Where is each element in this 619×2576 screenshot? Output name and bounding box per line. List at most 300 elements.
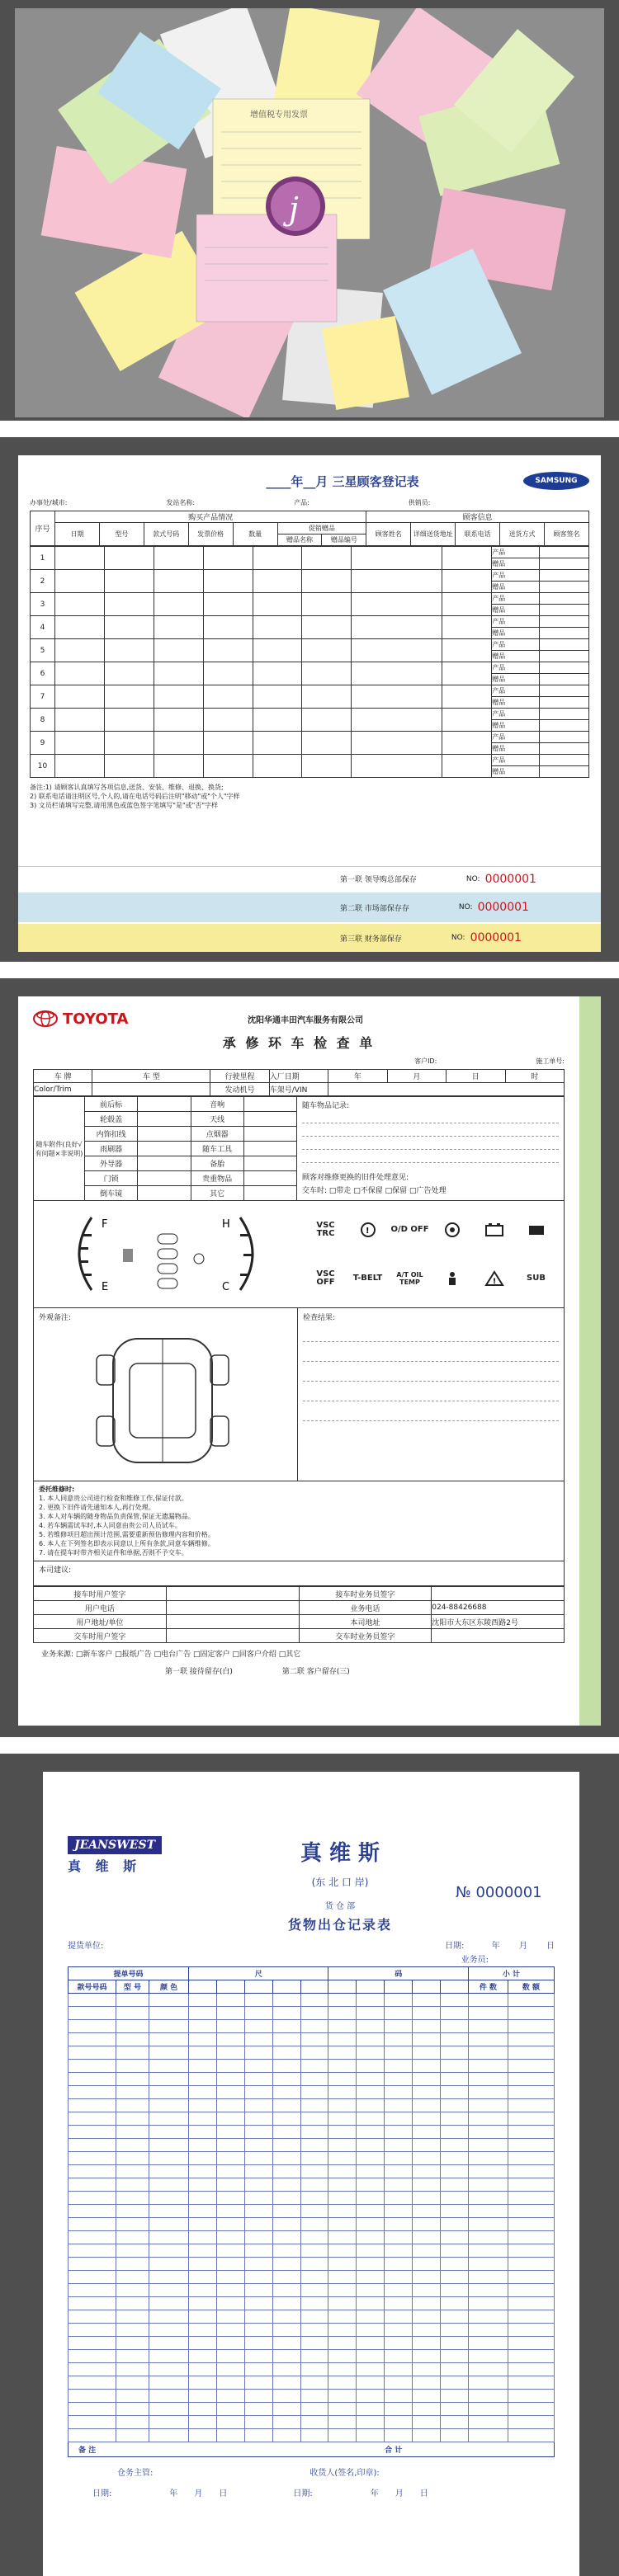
table-cell xyxy=(69,2403,116,2416)
table-cell xyxy=(508,2271,554,2284)
table-cell xyxy=(116,2376,149,2390)
table-cell xyxy=(55,755,105,778)
table-cell xyxy=(442,616,492,639)
jw-sig-day1: 日 xyxy=(219,2489,228,2498)
table-cell xyxy=(328,2376,357,2390)
table-cell xyxy=(508,2429,554,2442)
gauge-hot: H xyxy=(222,1218,230,1231)
table-cell xyxy=(216,2205,244,2218)
table-cell xyxy=(328,2231,357,2244)
col-customer-name: 顾客姓名 xyxy=(366,523,411,546)
table-cell xyxy=(203,755,253,778)
table-cell xyxy=(508,2310,554,2324)
table-cell xyxy=(55,732,105,755)
table-cell xyxy=(116,2403,149,2416)
samsung-register-table xyxy=(30,511,589,546)
fuel-temp-gauges xyxy=(34,1201,298,1307)
table-cell xyxy=(300,2297,328,2310)
table-cell xyxy=(216,2376,244,2390)
check-interior: 内饰扣线 xyxy=(85,1127,138,1142)
table-cell xyxy=(441,2020,469,2033)
table-cell xyxy=(442,547,492,570)
table-cell xyxy=(328,2152,357,2165)
table-cell xyxy=(468,2310,508,2324)
table-cell xyxy=(55,662,105,685)
table-cell xyxy=(540,709,589,720)
table-cell xyxy=(104,685,154,709)
jw-date-sign-row xyxy=(68,2486,555,2498)
table-cell xyxy=(385,2403,413,2416)
table-cell xyxy=(508,2046,554,2060)
table-cell xyxy=(253,709,302,732)
row-type-label: 赠品 xyxy=(492,582,540,593)
table-cell xyxy=(328,2046,357,2060)
table-cell xyxy=(468,2231,508,2244)
table-cell xyxy=(302,755,352,778)
gauge-full: F xyxy=(102,1218,108,1231)
vsc-trc-light: VSC TRC xyxy=(316,1221,335,1239)
table-cell xyxy=(272,2192,300,2205)
row-number: 2 xyxy=(31,570,55,593)
jw-sig-clerk: 仓务主管: xyxy=(117,2469,154,2478)
check-other: 其它 xyxy=(191,1186,243,1201)
table-cell xyxy=(441,2165,469,2178)
table-row xyxy=(31,662,589,674)
table-cell xyxy=(468,2350,508,2363)
row-type-label: 产品 xyxy=(492,755,540,766)
table-cell xyxy=(272,2231,300,2244)
table-cell xyxy=(253,547,302,570)
term-2: 2. 更换下旧件请先通知本人,再行处理。 xyxy=(39,1504,155,1511)
table-cell xyxy=(413,2337,441,2350)
table-cell xyxy=(149,2297,189,2310)
table-cell xyxy=(189,2033,217,2046)
table-cell xyxy=(441,2376,469,2390)
table-cell xyxy=(244,2178,272,2192)
svg-text:!: ! xyxy=(365,1227,370,1236)
table-cell xyxy=(508,2297,554,2310)
table-cell xyxy=(468,2271,508,2284)
gauge-tick-marks xyxy=(80,1234,252,1276)
table-cell xyxy=(508,2020,554,2033)
table-cell xyxy=(116,2297,149,2310)
term-3: 3. 本人对车辆的随身物品负责保管,保证无遗漏物品。 xyxy=(39,1513,195,1520)
table-cell xyxy=(442,685,492,709)
table-cell xyxy=(272,2033,300,2046)
table-cell xyxy=(149,2033,189,2046)
table-cell xyxy=(468,2073,508,2086)
table-cell xyxy=(189,2376,217,2390)
table-cell xyxy=(385,2205,413,2218)
table-cell xyxy=(441,2310,469,2324)
table-cell xyxy=(352,662,442,685)
table-cell xyxy=(272,2403,300,2416)
table-cell xyxy=(508,2376,554,2390)
table-cell xyxy=(244,2086,272,2099)
table-row xyxy=(31,547,589,558)
table-cell xyxy=(69,2363,116,2376)
table-cell xyxy=(385,2376,413,2390)
toyota-logo xyxy=(33,1010,173,1028)
table-cell xyxy=(413,2126,441,2139)
jeanswest-form-panel xyxy=(0,1754,619,2576)
sig-staff-in: 接车时业务员签字 xyxy=(299,1587,432,1601)
jw-sig-month2: 月 xyxy=(395,2489,404,2498)
color-trim-label: Color/Trim xyxy=(34,1083,92,1096)
receipt-mini-title: 增值税专用发票 xyxy=(250,111,308,120)
samsung-title: 三星顾客登记表 xyxy=(332,473,419,489)
toyota-title: 承 修 环 车 检 查 单 xyxy=(222,1035,376,1051)
table-cell xyxy=(300,2258,328,2271)
table-cell xyxy=(441,2178,469,2192)
table-cell xyxy=(154,593,203,616)
dashboard-block xyxy=(33,1201,565,1308)
table-cell xyxy=(116,2033,149,2046)
table-cell xyxy=(441,2073,469,2086)
row-type-label: 产品 xyxy=(492,547,540,558)
table-cell xyxy=(508,2112,554,2126)
table-cell xyxy=(508,2178,554,2192)
meta-seller: 供销员: xyxy=(408,499,431,506)
table-cell xyxy=(216,2416,244,2429)
term-6: 6. 本人在下列签名即表示同意以上所有条款,同意车辆维修。 xyxy=(39,1540,215,1547)
table-cell xyxy=(508,2086,554,2099)
table-cell xyxy=(540,720,589,732)
table-cell xyxy=(413,2178,441,2192)
table-row xyxy=(69,2324,555,2337)
table-row xyxy=(31,709,589,720)
table-row xyxy=(69,2363,555,2376)
table-cell xyxy=(385,2429,413,2442)
warning-triangle-icon xyxy=(484,1270,504,1287)
table-cell xyxy=(357,2390,385,2403)
samsung-data-rows xyxy=(30,546,589,778)
table-cell xyxy=(189,2350,217,2363)
table-cell xyxy=(149,2271,189,2284)
table-cell xyxy=(441,2192,469,2205)
table-cell xyxy=(468,2099,508,2112)
table-row xyxy=(31,685,589,697)
table-row xyxy=(31,570,589,582)
table-cell xyxy=(69,2284,116,2297)
table-cell xyxy=(468,2390,508,2403)
jw-header xyxy=(68,1836,555,1933)
table-cell xyxy=(272,2350,300,2363)
table-cell xyxy=(413,2376,441,2390)
toyota-copies xyxy=(33,1665,565,1676)
table-cell xyxy=(385,2060,413,2073)
table-cell xyxy=(300,2033,328,2046)
jw-sig-receiver: 收货人(签名,印章): xyxy=(310,2469,380,2478)
table-cell xyxy=(357,2007,385,2020)
copy1-no-label: NO: xyxy=(465,874,480,883)
table-cell xyxy=(357,2284,385,2297)
table-cell xyxy=(149,2046,189,2060)
note-2: 2) 联系电话请注明区号,个人的,请在电话号码后注明"移动"或"个人"字样 xyxy=(30,793,240,800)
table-cell xyxy=(300,2099,328,2112)
table-cell xyxy=(216,2310,244,2324)
table-cell xyxy=(69,2178,116,2192)
samsung-logo xyxy=(523,472,589,490)
row-type-label: 产品 xyxy=(492,639,540,651)
table-cell xyxy=(357,2350,385,2363)
sub-light: SUB xyxy=(527,1274,546,1283)
table-cell xyxy=(244,2165,272,2178)
col-date: 日期 xyxy=(55,523,100,546)
table-cell xyxy=(385,2073,413,2086)
table-row xyxy=(69,2244,555,2258)
table-cell xyxy=(540,662,589,674)
vin-label: 车架号/VIN xyxy=(269,1083,328,1096)
table-cell xyxy=(189,2099,217,2112)
table-cell xyxy=(441,2337,469,2350)
table-cell xyxy=(468,2152,508,2165)
table-cell xyxy=(300,2007,328,2020)
signature-table xyxy=(33,1586,565,1643)
table-cell xyxy=(468,2337,508,2350)
table-cell xyxy=(508,2218,554,2231)
table-cell xyxy=(216,2112,244,2126)
table-cell xyxy=(468,2192,508,2205)
table-cell xyxy=(300,2231,328,2244)
table-cell xyxy=(300,2218,328,2231)
table-cell xyxy=(441,2350,469,2363)
term-5: 5. 若维修项目超出预计范围,需要重新预估修理内容和价格。 xyxy=(39,1531,215,1538)
table-cell xyxy=(540,697,589,709)
jw-sig-date1: 日期: xyxy=(92,2489,112,2498)
company-address-value: 沈阳市大东区东陵西路2号 xyxy=(432,1615,565,1629)
jw-col-amount: 数 额 xyxy=(508,1980,554,1994)
table-row xyxy=(69,2218,555,2231)
table-cell xyxy=(244,2218,272,2231)
table-cell xyxy=(216,2403,244,2416)
table-cell xyxy=(272,2390,300,2403)
table-cell xyxy=(154,662,203,685)
table-cell xyxy=(216,2244,244,2258)
col-address: 详细送货地址 xyxy=(411,523,456,546)
hour-label: 时 xyxy=(505,1070,565,1083)
table-cell xyxy=(357,2244,385,2258)
table-cell xyxy=(116,2310,149,2324)
table-cell xyxy=(189,2126,217,2139)
table-cell xyxy=(328,2073,357,2086)
table-cell xyxy=(216,2046,244,2060)
table-cell xyxy=(441,1994,469,2007)
table-cell xyxy=(357,2310,385,2324)
terms-block xyxy=(33,1481,565,1561)
table-cell xyxy=(300,2046,328,2060)
table-cell xyxy=(203,685,253,709)
table-cell xyxy=(272,2126,300,2139)
row-number: 4 xyxy=(31,616,55,639)
copy3-no-label: NO: xyxy=(451,934,465,942)
table-cell xyxy=(357,2112,385,2126)
appearance-remark xyxy=(34,1308,298,1481)
table-cell xyxy=(468,2324,508,2337)
table-cell xyxy=(189,2218,217,2231)
table-cell xyxy=(154,639,203,662)
row-type-label: 赠品 xyxy=(492,743,540,755)
row-type-label: 赠品 xyxy=(492,720,540,732)
table-cell xyxy=(508,2139,554,2152)
table-cell xyxy=(508,2337,554,2350)
table-cell xyxy=(328,2192,357,2205)
table-cell xyxy=(116,2390,149,2403)
table-row xyxy=(69,2310,555,2324)
table-row xyxy=(69,2350,555,2363)
table-cell xyxy=(203,570,253,593)
table-cell xyxy=(357,2258,385,2271)
table-cell xyxy=(149,2376,189,2390)
jw-region: (东 北 口 岸) xyxy=(311,1877,369,1888)
table-cell xyxy=(116,2020,149,2033)
jw-date-label: 日期: xyxy=(445,1942,465,1951)
svg-text:!: ! xyxy=(492,1277,496,1286)
row-type-label: 产品 xyxy=(492,570,540,582)
table-cell xyxy=(189,2429,217,2442)
table-cell xyxy=(413,2165,441,2178)
table-cell xyxy=(116,2324,149,2337)
table-cell xyxy=(69,2271,116,2284)
table-cell xyxy=(253,570,302,593)
table-cell xyxy=(300,2284,328,2297)
day-label: 日 xyxy=(447,1070,505,1083)
table-cell xyxy=(352,685,442,709)
table-cell xyxy=(385,2284,413,2297)
table-cell xyxy=(540,766,589,778)
table-cell xyxy=(300,2020,328,2033)
check-wiper: 雨刷器 xyxy=(85,1142,138,1156)
table-cell xyxy=(441,2152,469,2165)
copy2-label: 第二联 市场部保存存 xyxy=(340,904,409,913)
table-cell xyxy=(244,2007,272,2020)
month-label: 月 xyxy=(387,1070,446,1083)
jw-salesman: 业务员: xyxy=(461,1956,489,1965)
table-cell xyxy=(149,2350,189,2363)
terms-title: 委托维修时: xyxy=(39,1486,75,1493)
table-cell xyxy=(385,2020,413,2033)
table-cell xyxy=(216,2324,244,2337)
col-seq: 序号 xyxy=(31,511,55,546)
table-cell xyxy=(149,2363,189,2376)
table-cell xyxy=(189,2244,217,2258)
table-cell xyxy=(385,2099,413,2112)
meta-station: 发站名称: xyxy=(166,499,196,506)
row-number: 10 xyxy=(31,755,55,778)
table-cell xyxy=(300,2178,328,2192)
table-cell xyxy=(300,2192,328,2205)
table-cell xyxy=(116,2165,149,2178)
table-cell xyxy=(300,2205,328,2218)
table-cell xyxy=(116,2099,149,2112)
table-cell xyxy=(357,2376,385,2390)
copy1-no: 0000001 xyxy=(484,872,536,886)
table-cell xyxy=(468,2363,508,2376)
gauge-cold: C xyxy=(222,1281,230,1293)
table-cell xyxy=(385,2046,413,2060)
table-cell xyxy=(441,2271,469,2284)
table-cell xyxy=(203,662,253,685)
table-cell xyxy=(300,2152,328,2165)
table-cell xyxy=(413,2152,441,2165)
term-1: 1. 本人同意贵公司进行检查和维修工作,保证付款。 xyxy=(39,1495,188,1502)
table-cell xyxy=(540,639,589,651)
table-cell xyxy=(413,2244,441,2258)
table-cell xyxy=(352,616,442,639)
table-cell xyxy=(189,2310,217,2324)
table-cell xyxy=(69,2429,116,2442)
toyota-emblem-icon xyxy=(33,1010,58,1027)
table-cell xyxy=(149,2112,189,2126)
replace-options: 交车时: □带走 □不保留 □保留 □广告处理 xyxy=(302,1187,447,1195)
table-cell xyxy=(244,2244,272,2258)
table-cell xyxy=(272,2139,300,2152)
biz-phone-value: 024-88426688 xyxy=(432,1601,565,1615)
center-logo-badge xyxy=(266,177,325,236)
jw-col-ma: 码 xyxy=(328,1967,469,1980)
row-number: 1 xyxy=(31,547,55,570)
table-cell xyxy=(216,2033,244,2046)
samsung-copy-strip-white xyxy=(18,866,601,891)
center-logo-letter: j xyxy=(289,191,299,227)
jw-col-pieces: 件 数 xyxy=(468,1980,508,1994)
table-cell xyxy=(468,2178,508,2192)
table-cell xyxy=(357,2337,385,2350)
table-cell xyxy=(69,2297,116,2310)
table-cell xyxy=(189,2337,217,2350)
table-cell xyxy=(540,685,589,697)
table-cell xyxy=(244,2297,272,2310)
table-cell xyxy=(328,2310,357,2324)
table-cell xyxy=(508,2205,554,2218)
table-cell xyxy=(244,2258,272,2271)
sig-customer-out: 交车时用户签字 xyxy=(34,1629,167,1643)
table-row xyxy=(69,2231,555,2244)
table-cell xyxy=(149,2390,189,2403)
check-door-lock: 门锁 xyxy=(85,1171,138,1186)
table-cell xyxy=(69,2139,116,2152)
table-cell xyxy=(55,709,105,732)
table-cell xyxy=(244,1994,272,2007)
table-cell xyxy=(69,2258,116,2271)
table-cell xyxy=(189,2046,217,2060)
sig-customer-address: 用户地址/单位 xyxy=(34,1615,167,1629)
table-cell xyxy=(300,2337,328,2350)
table-row xyxy=(69,2297,555,2310)
table-cell xyxy=(413,2046,441,2060)
table-row xyxy=(69,2284,555,2297)
table-cell xyxy=(413,2112,441,2126)
table-cell xyxy=(216,2429,244,2442)
row-type-label: 赠品 xyxy=(492,651,540,662)
table-cell xyxy=(189,2416,217,2429)
table-cell xyxy=(116,2231,149,2244)
table-cell xyxy=(357,2218,385,2231)
table-cell xyxy=(272,2152,300,2165)
table-cell xyxy=(55,570,105,593)
row-type-label: 赠品 xyxy=(492,628,540,639)
table-cell xyxy=(357,2231,385,2244)
table-cell xyxy=(116,2073,149,2086)
table-cell xyxy=(357,2033,385,2046)
table-cell xyxy=(357,2403,385,2416)
table-cell xyxy=(413,2429,441,2442)
table-cell xyxy=(272,2310,300,2324)
table-cell xyxy=(468,2139,508,2152)
table-cell xyxy=(69,2205,116,2218)
table-cell xyxy=(357,2324,385,2337)
table-cell xyxy=(203,616,253,639)
